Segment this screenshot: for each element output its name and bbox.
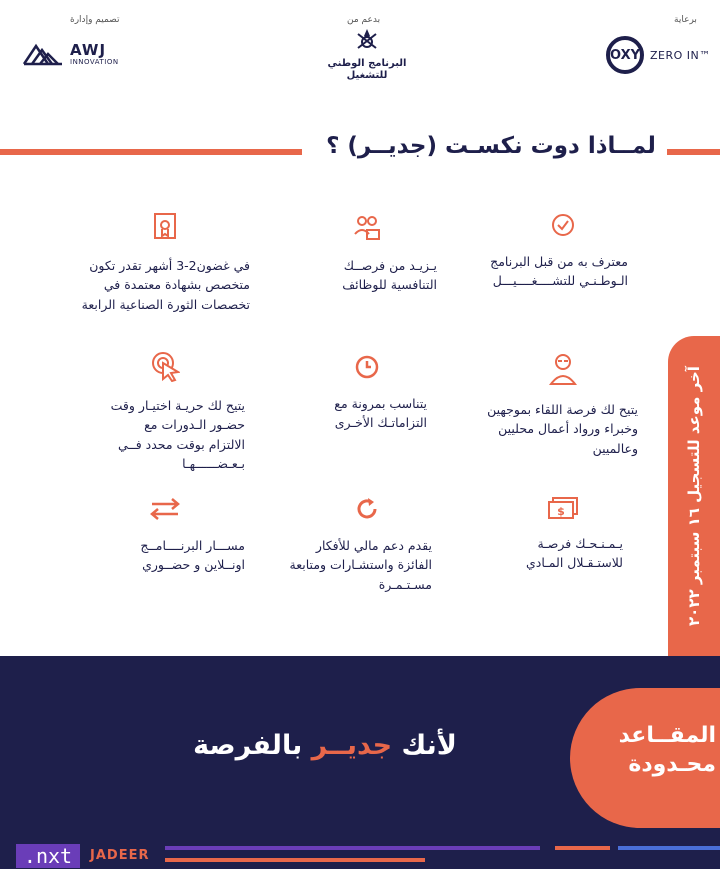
oxy-tagline: ZERO IN™	[650, 48, 711, 62]
feature-item	[468, 212, 658, 291]
seats-text: المقــاعد محـدودة	[618, 723, 716, 777]
clock-icon	[354, 354, 380, 380]
awj-mark-icon	[22, 42, 64, 66]
slogan-part2: بالفرصة	[193, 730, 303, 761]
check-circle-icon	[550, 212, 576, 238]
slogan-highlight: جديــر	[311, 730, 393, 761]
title-divider-right	[667, 149, 720, 155]
footer-bar-orange-short	[555, 846, 610, 850]
awj-logo	[22, 42, 119, 66]
mentor-icon	[547, 350, 579, 386]
feature-text: يتيح لك حريـة اختيـار وقت حضـور الـدورات مع الالتزام بوقت محدد فــي بـعـضــــــهـا	[110, 398, 245, 472]
feature-item	[272, 212, 462, 295]
users-icon	[352, 212, 382, 242]
feature-text: يقدم دعم مالي للأفكار الفائزة واستشـارات ومتابعة مسـتـمـرة	[289, 538, 432, 592]
feature-item	[70, 496, 260, 575]
feature-text: يتيح لك فرصة اللقاء بموجهين وخبراء ورواد أعمال محليين وعالميين	[487, 402, 638, 456]
certificate-icon	[151, 212, 179, 242]
oxy-logo	[606, 36, 711, 74]
slogan	[190, 730, 460, 761]
feature-text: معترف به من قبل البرنامج الـوطـنـي للتشــــغــــيـــل	[490, 254, 628, 289]
feature-item	[70, 212, 260, 314]
footer-bar-orange	[165, 858, 425, 862]
design-label: تصميم وإدارة	[70, 15, 120, 25]
sponsor-label: برعاية	[674, 15, 697, 25]
page-title: لمــاذا دوت نكسـت (جديــر) ؟	[326, 133, 656, 159]
deadline-band	[668, 336, 720, 656]
title-divider-left	[0, 149, 302, 155]
support-label: بدعم من	[347, 15, 381, 25]
feature-item	[272, 496, 462, 594]
awj-sub: INNOVATION	[70, 57, 119, 66]
footer-bar-purple	[165, 846, 540, 850]
jadeer-logo: JADEER	[90, 848, 150, 863]
money-icon	[547, 496, 579, 520]
feature-text: يـزيـد من فرصــك التنافسية للوظائف	[342, 258, 437, 293]
deadline-text: آخر موعد للتسجيل ١٦ سبتمبر ٢٠٢٢	[685, 366, 703, 626]
slogan-part1: لأنك	[401, 730, 457, 761]
national-program-name: البرنامج الوطني للتشغيل	[327, 58, 407, 81]
feature-text: مســـار البرنــــامــج اونــلاين و حضــوري	[140, 538, 245, 573]
refresh-icon	[354, 496, 380, 522]
swap-arrows-icon	[148, 496, 182, 522]
feature-text: يـمـنـحـك فرصـة للاستـقـلال المـادي	[525, 536, 623, 571]
feature-item	[272, 354, 462, 433]
feature-item	[468, 350, 658, 458]
cursor-click-icon	[150, 350, 180, 382]
feature-text: يتناسب بمرونة مع التزاماتـك الأخـرى	[334, 396, 427, 431]
feature-item	[70, 350, 260, 474]
footer-bar-blue	[618, 846, 720, 850]
feature-text: في غضون2-3 أشهر تقدر تكون متخصص بشهادة معتمدة في تخصصات الثورة الصناعية الرابعة	[81, 258, 250, 312]
svg-text:$: $	[557, 505, 565, 518]
awj-name: AWJ	[70, 40, 107, 59]
feature-item	[468, 496, 658, 573]
national-program-logo	[322, 26, 412, 82]
emblem-icon	[353, 26, 381, 54]
nxt-logo: .nxt	[16, 844, 80, 868]
oxy-mark: OXY	[606, 36, 644, 74]
